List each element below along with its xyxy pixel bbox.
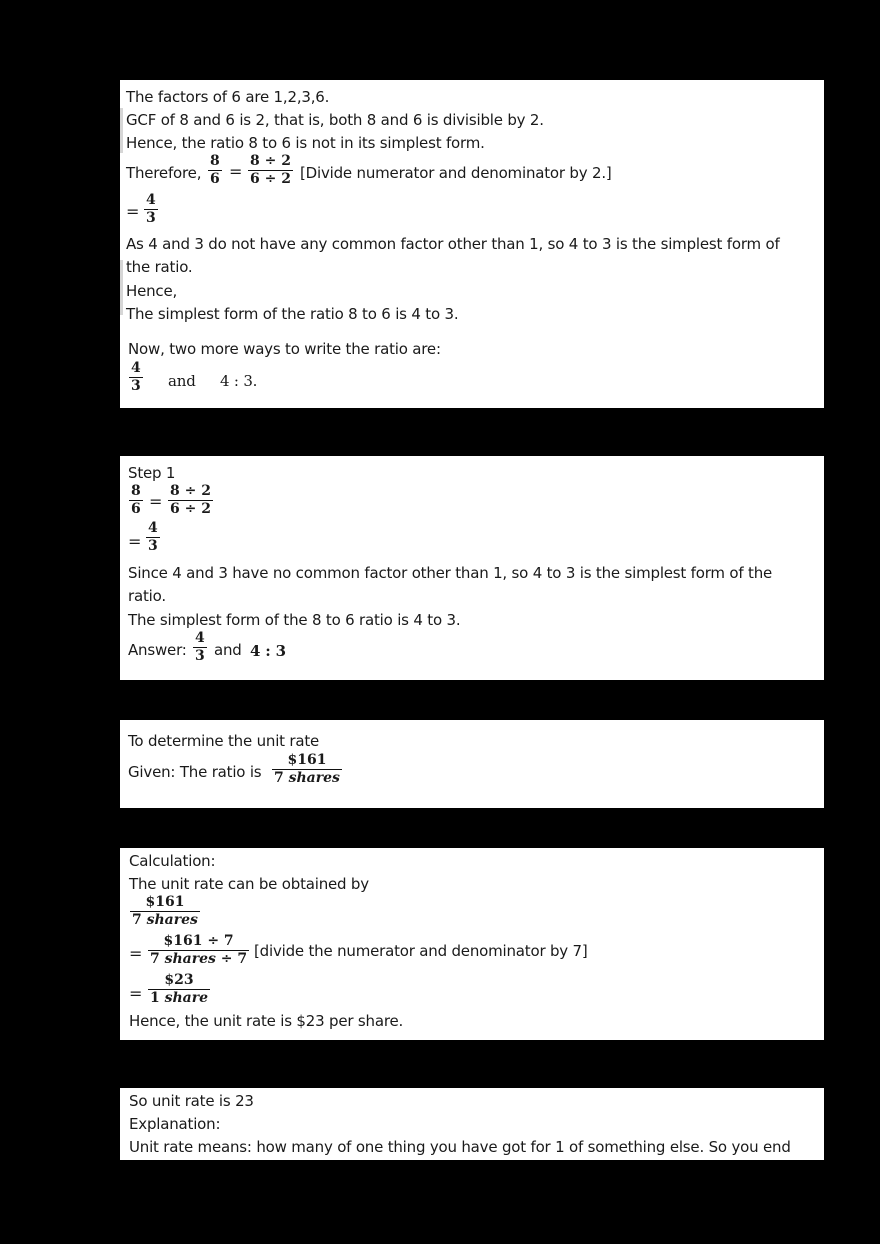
gcf-text: GCF of 8 and 6 is 2, that is, both 8 and 6 is divisible by 2. [126, 111, 544, 129]
equals-sign: = [129, 944, 143, 963]
fraction-8-over-6: 8 6 [131, 483, 141, 518]
fraction-23-over-1-share: $23 1 share [150, 972, 209, 1007]
equals-sign: = [149, 492, 163, 511]
unit-rate-definition-text: Unit rate means: how many of one thing you have got for 1 of something else. So you end [129, 1138, 791, 1156]
hence-text: Hence, [126, 282, 178, 300]
explanation-card [120, 1088, 824, 1160]
determine-unit-rate-text: To determine the unit rate [128, 732, 320, 750]
equals-sign: = [229, 162, 243, 181]
answer-fraction-4-over-3: 4 3 [195, 630, 205, 665]
fraction-divide-by-7: $161 ÷ 7 7 shares ÷ 7 [150, 933, 248, 968]
no-common-factor-text: As 4 and 3 do not have any common factor other than 1, so 4 to 3 is the simplest form of [126, 235, 780, 253]
answer-ratio: 4 : 3 [250, 642, 286, 660]
text-edge-marker [120, 260, 123, 315]
fraction-divide-by-2: 8 ÷ 2 6 ÷ 2 [250, 153, 291, 188]
factors-text: The factors of 6 are 1,2,3,6. [126, 88, 330, 106]
unit-rate-obtained-text: The unit rate can be obtained by [129, 875, 369, 893]
unit-rate-conclusion-text: Hence, the unit rate is $23 per share. [129, 1012, 404, 1030]
two-more-ways-text: Now, two more ways to write the ratio are: [128, 340, 441, 358]
fraction-161-over-7-shares: $161 7 shares [132, 894, 198, 929]
equals-sign: = [129, 984, 143, 1003]
solution-card-simplify-ratio [120, 80, 824, 408]
fraction-161-over-7-shares: $161 7 shares [274, 752, 340, 787]
divide-note: [Divide numerator and denominator by 2.] [300, 164, 612, 182]
given-label: Given: The ratio is [128, 763, 262, 781]
no-common-factor-text: Since 4 and 3 have no common factor other than 1, so 4 to 3 is the simplest form of the [128, 564, 773, 582]
calculation-card [120, 848, 824, 1040]
text-edge-marker [120, 108, 123, 153]
therefore-label: Therefore, [126, 164, 202, 182]
fraction-divide-by-2: 8 ÷ 2 6 ÷ 2 [170, 483, 211, 518]
answer-label: Answer: [128, 641, 187, 659]
fraction-4-over-3-final: 4 3 [131, 360, 141, 395]
answer-and-word: and [214, 641, 242, 659]
calculation-label: Calculation: [129, 852, 216, 870]
divide-note: [divide the numerator and denominator by 7] [254, 942, 588, 960]
explanation-label: Explanation: [129, 1115, 221, 1133]
unit-rate-result-text: So unit rate is 23 [129, 1092, 254, 1110]
simplest-form-text: The simplest form of the ratio 8 to 6 is 4 to 3. [126, 305, 459, 323]
not-simplest-text: Hence, the ratio 8 to 6 is not in its simplest form. [126, 134, 485, 152]
and-word: and [168, 372, 196, 390]
fraction-4-over-3: 4 3 [146, 192, 156, 227]
simplest-form-text: The simplest form of the 8 to 6 ratio is 4 to 3. [128, 611, 461, 629]
step-label: Step 1 [128, 464, 176, 482]
no-common-factor-text-cont: ratio. [128, 587, 166, 605]
no-common-factor-text-cont: the ratio. [126, 258, 193, 276]
solution-card-step-1 [120, 456, 824, 680]
given-card [120, 720, 824, 808]
equals-sign: = [128, 532, 142, 551]
fraction-8-over-6: 8 6 [210, 153, 220, 188]
fraction-4-over-3: 4 3 [148, 520, 158, 555]
ratio-4-to-3: 4 : 3. [220, 372, 258, 390]
equals-sign: = [126, 202, 140, 221]
